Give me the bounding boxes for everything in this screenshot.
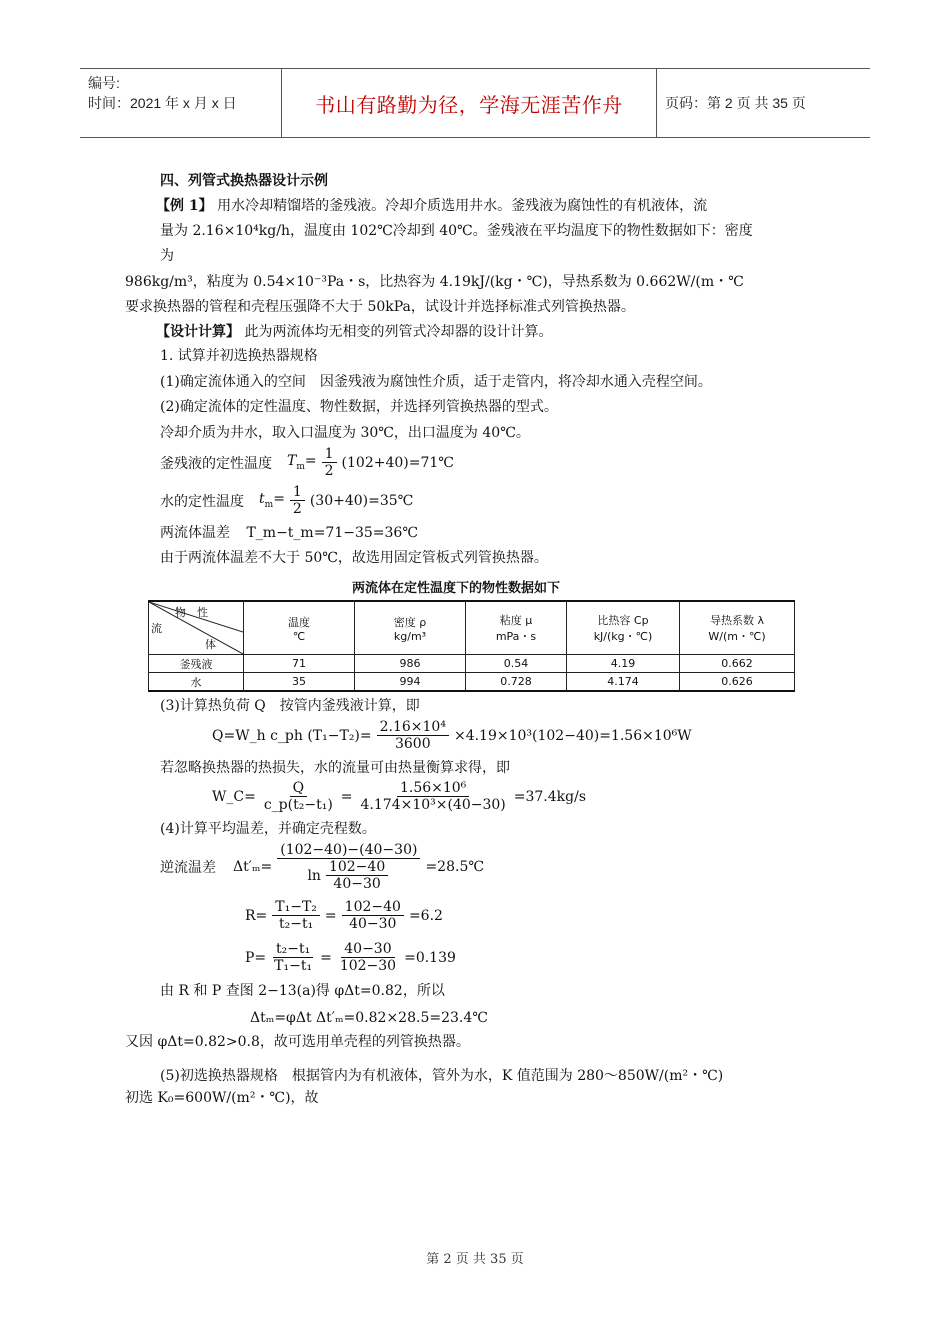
- header-name: 粘度 μ: [499, 614, 533, 627]
- exchanger-choice: 由于两流体温差不大于 50℃，故选用固定管板式列管换热器。: [160, 550, 548, 566]
- water-mean-temp-eq: 水的定性温度 $t_m=$ $\frac{1}{2}$ (30+40)=35℃: [160, 484, 414, 517]
- eq-rhs: =37.4kg/s: [513, 788, 587, 805]
- frac-num: (102−40)−(40−30): [277, 842, 420, 859]
- property-table: [148, 600, 795, 692]
- frac-num: 1: [290, 484, 305, 501]
- section-title: 四、列管式换热器设计示例: [160, 173, 328, 189]
- table-cell: 4.174: [567, 673, 680, 692]
- shell-pass-note: 又因 φΔt=0.82>0.8，故可选用单壳程的列管换热器。: [125, 1034, 470, 1050]
- frac-num: t₂−t₁: [273, 941, 313, 958]
- frac-num: 40−30: [341, 941, 394, 958]
- eq-var: T: [287, 453, 297, 470]
- table-cell: 0.662: [680, 655, 795, 673]
- frac-den: c_p(t₂−t₁): [263, 797, 333, 813]
- eq-label: 釜残液的定性温度: [160, 455, 272, 472]
- frac-den: T₁−t₁: [274, 958, 313, 974]
- temp-difference: [160, 524, 418, 542]
- eq-lhs: P=: [245, 949, 267, 966]
- header-name: 导热系数 λ: [709, 614, 764, 627]
- coolant-temps: 冷却介质为井水，取入口温度为 30℃，出口温度为 40℃。: [160, 425, 530, 441]
- header-name: 比热容 Cp: [597, 614, 649, 627]
- table-cell: 994: [355, 673, 466, 692]
- frac-num: T₁−T₂: [272, 899, 320, 916]
- header-temperature: [244, 601, 355, 655]
- diag-fluid-label-2: 体: [205, 638, 216, 651]
- residue-mean-temp-eq: 釜残液的定性温度 $T_m=$ $\frac{1}{2}$ (102+40)=71℃: [160, 446, 454, 479]
- eq-rhs: =6.2: [408, 907, 443, 924]
- example-tag: 【例 1】: [156, 198, 213, 214]
- step-1-2: (2)确定流体的定性温度、物性数据，并选择列管换热器的型式。: [160, 399, 558, 415]
- log-mean-temp-eq: [160, 842, 484, 892]
- eq-var: t: [259, 491, 265, 508]
- eq-sub: m: [296, 461, 305, 472]
- diag-property-label: 物 性: [175, 606, 208, 619]
- frac-num: 1.56×10⁶: [397, 780, 469, 797]
- header-unit: kg/m³: [393, 629, 427, 643]
- table-cell: 71: [244, 655, 355, 673]
- p-ratio-eq: P= $\frac{\text{t₂−t₁}}{\text{T₁−t₁}}$ = $\frac{40-30}{102-30}$ =0.139: [245, 941, 456, 974]
- frac-num: 2.16×10⁴: [377, 719, 449, 736]
- frac-den: t₂−t₁: [278, 916, 314, 932]
- eq-expr: T_m−t_m=71−35=36℃: [246, 525, 418, 541]
- eq-lhs: R=: [245, 907, 268, 924]
- eq-rhs: =0.139: [404, 949, 456, 966]
- page-info: 页码：第 2 页 共 35 页: [665, 95, 806, 111]
- frac-den: 4.174×10³×(40−30): [360, 797, 506, 813]
- diag-fluid-label-1: 流: [151, 622, 162, 635]
- fraction: [272, 899, 320, 932]
- frac-den: 102−30: [339, 958, 397, 974]
- header-unit: ℃: [292, 629, 306, 643]
- table-cell: 986: [355, 655, 466, 673]
- header-unit: mPa・s: [495, 630, 537, 643]
- example-line-1: [156, 197, 707, 215]
- header-motto-box: [281, 69, 657, 137]
- table-cell: 0.54: [466, 655, 567, 673]
- fraction: [337, 941, 399, 974]
- example-line-3: 为: [160, 248, 174, 264]
- header-heat-capacity: [567, 601, 680, 655]
- fluid-name: 釜残液: [149, 655, 244, 673]
- half-fraction: [290, 484, 305, 517]
- frac-num: Q: [290, 780, 307, 797]
- frac-den: 40−30: [349, 916, 397, 932]
- header-meta: [88, 73, 237, 113]
- fraction: [261, 780, 336, 813]
- frac-num: 102−40: [326, 859, 388, 876]
- figure-lookup: 由 R 和 P 查图 2−13(a)得 φΔt=0.82，所以: [160, 983, 445, 999]
- frac-den: [304, 859, 393, 892]
- ln-label: ln: [307, 867, 321, 884]
- frac-den: 2: [292, 501, 302, 517]
- frac-num: 1: [322, 446, 337, 463]
- step-5: (5)初选换热器规格 根据管内为有机液体，管外为水，K 值范围为 280～850W/(m²・℃): [160, 1068, 724, 1084]
- eq-rhs: (30+40)=35℃: [309, 492, 414, 509]
- example-line-4: 986kg/m³，粘度为 0.54×10⁻³Pa・s，比热容为 4.19kJ/(kg・℃)，导热系数为 0.662W/(m・℃: [125, 274, 744, 290]
- heat-load-eq: [212, 719, 692, 752]
- eq-label: 逆流温差: [160, 860, 216, 876]
- header-viscosity: [466, 601, 567, 655]
- fraction: [277, 842, 420, 892]
- calc-tag: 【设计计算】: [156, 324, 240, 340]
- page-header: [80, 68, 870, 138]
- eq-sub: m: [264, 499, 274, 510]
- half-fraction: [322, 446, 337, 479]
- calc-text: 此为两流体均无相变的列管式冷却器的设计计算。: [244, 324, 553, 340]
- header-name: 密度 ρ: [393, 615, 427, 629]
- eq-rhs: ×4.19×10³(102−40)=1.56×10⁶W: [453, 727, 692, 744]
- eq-lhs: W_C=: [212, 788, 256, 805]
- table-row: [149, 673, 795, 692]
- eq-lhs: Q=W_h c_ph (T₁−T₂)=: [212, 727, 372, 744]
- table-title: 两流体在定性温度下的物性数据如下: [352, 581, 561, 596]
- step-1: 1. 试算并初选换热器规格: [160, 348, 318, 364]
- heat-loss-note: 若忽略换热器的热损失，水的流量可由热量衡算求得，即: [160, 760, 510, 776]
- table-cell: 4.19: [567, 655, 680, 673]
- example-line-2: 量为 2.16×10⁴kg/h，温度由 102℃冷却到 40℃。釜残液在平均温度下的物性数据如下：密度: [160, 223, 753, 239]
- motto: 书山有路勤为径，学海无涯苦作舟: [315, 92, 623, 117]
- frac-den: 2: [324, 463, 334, 479]
- fraction: [271, 941, 315, 974]
- fraction: [342, 899, 404, 932]
- fluid-name: 水: [149, 673, 244, 692]
- frac-num: 102−40: [342, 899, 404, 916]
- step-1-1: (1)确定流体通入的空间 因釜残液为腐蚀性介质，适于走管内，将冷却水通入壳程空间。: [160, 374, 712, 390]
- diagonal-header-cell: [149, 601, 244, 655]
- header-unit: kJ/(kg・℃): [593, 630, 653, 643]
- example-line-5: 要求换热器的管程和壳程压强降不大于 50kPa，试设计并选择标准式列管换热器。: [125, 299, 635, 315]
- table-cell: 35: [244, 673, 355, 692]
- eq-label: 两流体温差: [160, 525, 230, 541]
- fraction: [377, 719, 449, 752]
- corrected-mean-temp: Δtₘ=φΔt Δt′ₘ=0.82×28.5=23.4℃: [250, 1010, 488, 1026]
- frac-den: 3600: [394, 736, 431, 752]
- number-label: 编号:: [88, 75, 120, 91]
- example-text-1: 用水冷却精馏塔的釜残液。冷却介质选用井水。釜残液为腐蚀性的有机液体，流: [217, 198, 708, 214]
- step-4-title: (4)计算平均温差，并确定壳程数。: [160, 821, 376, 837]
- header-density: [355, 601, 466, 655]
- eq-lhs: Δt′ₘ=: [233, 859, 273, 875]
- inner-fraction: [326, 859, 388, 892]
- calc-intro: [156, 323, 552, 341]
- header-unit: W/(m・℃): [708, 630, 766, 643]
- frac-den: 40−30: [333, 876, 381, 892]
- eq-rhs: =28.5℃: [425, 859, 485, 875]
- r-ratio-eq: R= $\frac{\text{T₁−T₂}}{\text{t₂−t₁}}$ = $\frac{102-40}{40-30}$ =6.2: [245, 899, 443, 932]
- initial-k-value: 初选 K₀=600W/(m²・℃)，故: [125, 1090, 319, 1106]
- eq-label: 水的定性温度: [160, 493, 244, 510]
- header-name: 温度: [288, 615, 310, 629]
- table-row: [149, 655, 795, 673]
- water-flow-eq: W_C= $\frac{Q}{\text{c\_p(t₂−t₁)}}$ = $\frac{\text{1.56×10⁶}}{\text{4.174×10³×(40−30)}}$ =37.4kg/s: [212, 780, 587, 813]
- eq-rhs: (102+40)=71℃: [341, 454, 454, 471]
- page-footer: 第 2 页 共 35 页: [426, 1252, 524, 1267]
- step-3-title: (3)计算热负荷 Q 按管内釜残液计算，即: [160, 698, 420, 714]
- fraction: [358, 780, 509, 813]
- table-cell: 0.728: [466, 673, 567, 692]
- table-cell: 0.626: [680, 673, 795, 692]
- header-conductivity: [680, 601, 795, 655]
- time-label: 时间：2021 年 x 月 x 日: [88, 95, 237, 111]
- table-header-row: [149, 601, 795, 655]
